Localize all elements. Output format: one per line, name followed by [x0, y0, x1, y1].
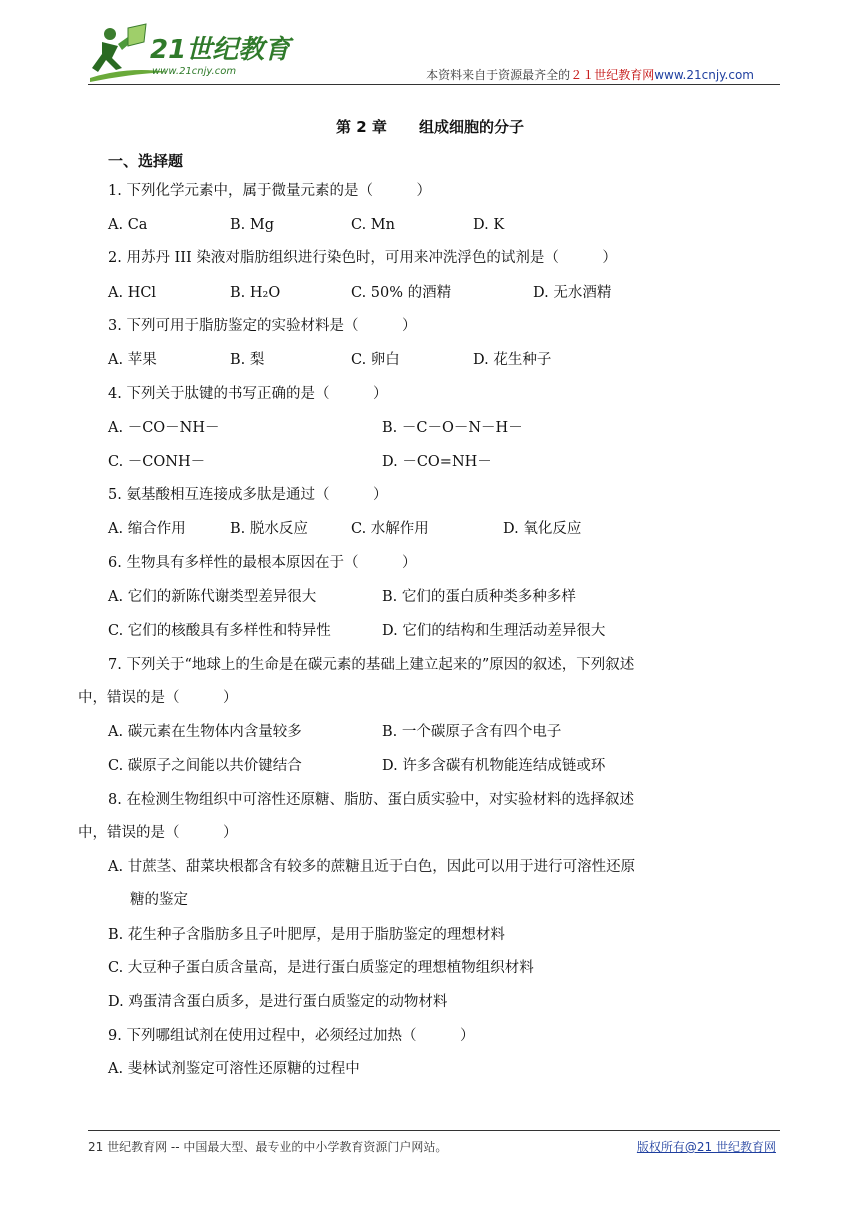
- question-9-stem: 9. 下列哪组试剂在使用过程中，必须经过加热（ ）: [108, 1028, 475, 1044]
- footer-copyright-link[interactable]: 版权所有@21 世纪教育网: [636, 1140, 776, 1154]
- question-1-option-c: C. Mn: [351, 217, 395, 233]
- logo-url: www.21cnjy.com: [152, 66, 237, 77]
- header-note-text: 本资料来自于资源最齐全的: [426, 68, 571, 82]
- question-8-stem: 8. 在检测生物组织中可溶性还原糖、脂肪、蛋白质实验中，对实验材料的选择叙述: [108, 792, 634, 808]
- question-4-stem: 4. 下列关于肽键的书写正确的是（ ）: [108, 386, 388, 402]
- question-3-stem: 3. 下列可用于脂肪鉴定的实验材料是（ ）: [108, 318, 417, 334]
- question-6-option-a: A. 它们的新陈代谢类型差异很大: [108, 589, 317, 605]
- question-3-option-b: B. 梨: [230, 352, 265, 368]
- site-logo: [88, 22, 298, 84]
- question-9-option-a: A. 斐林试剂鉴定可溶性还原糖的过程中: [108, 1061, 360, 1077]
- question-5-option-d: D. 氧化反应: [503, 521, 582, 537]
- footer-divider: [88, 1130, 780, 1131]
- question-5-option-a: A. 缩合作用: [108, 521, 186, 537]
- question-4-option-a: A. －CO－NH－: [108, 420, 220, 436]
- question-4-option-c: C. －CONH－: [108, 454, 206, 470]
- question-6-stem: 6. 生物具有多样性的最根本原因在于（ ）: [108, 555, 417, 571]
- question-3-option-c: C. 卵白: [351, 352, 400, 368]
- question-8-option-a: A. 甘蔗茎、甜菜块根都含有较多的蔗糖且近于白色，因此可以用于进行可溶性还原: [108, 859, 636, 875]
- question-6-option-c: C. 它们的核酸具有多样性和特异性: [108, 623, 331, 639]
- footer-site-description: 21 世纪教育网 -- 中国最大型、最专业的中小学教育资源门户网站。: [88, 1140, 448, 1154]
- question-8-option-b: B. 花生种子含脂肪多且子叶肥厚，是用于脂肪鉴定的理想材料: [108, 927, 505, 943]
- question-6-option-d: D. 它们的结构和生理活动差异很大: [382, 623, 606, 639]
- logo-wordmark: 21世纪教育: [150, 35, 291, 65]
- header-divider: [88, 84, 780, 85]
- chapter-number: 第 2 章: [336, 118, 387, 136]
- question-2-option-b: B. H₂O: [230, 285, 281, 301]
- question-7-option-a: A. 碳元素在生物体内含量较多: [108, 724, 302, 740]
- question-6-option-b: B. 它们的蛋白质种类多种多样: [382, 589, 576, 605]
- section-heading: 一、选择题: [108, 152, 184, 170]
- question-5-stem: 5. 氨基酸相互连接成多肽是通过（ ）: [108, 487, 388, 503]
- question-2-stem: 2. 用苏丹 III 染液对脂肪组织进行染色时，可用来冲洗浮色的试剂是（ ）: [108, 250, 617, 266]
- question-7-option-b: B. 一个碳原子含有四个电子: [382, 724, 562, 740]
- question-7-stem: 7. 下列关于“地球上的生命是在碳元素的基础上建立起来的”原因的叙述，下列叙述: [108, 657, 635, 673]
- question-7-option-c: C. 碳原子之间能以共价键结合: [108, 758, 302, 774]
- question-1-option-d: D. K: [473, 217, 505, 233]
- question-7-stem-continued: 中，错误的是（ ）: [78, 690, 238, 706]
- header-note-site: ２１世纪教育网: [570, 68, 655, 82]
- header-note-url[interactable]: www.21cnjy.com: [654, 68, 754, 82]
- question-3-option-d: D. 花生种子: [473, 352, 552, 368]
- question-8-stem-continued: 中，错误的是（ ）: [78, 825, 238, 841]
- question-2-option-a: A. HCl: [108, 285, 157, 301]
- question-1-stem: 1. 下列化学元素中，属于微量元素的是（ ）: [108, 183, 431, 199]
- question-1-option-b: B. Mg: [230, 217, 275, 233]
- question-8-option-d: D. 鸡蛋清含蛋白质多，是进行蛋白质鉴定的动物材料: [108, 994, 448, 1010]
- question-8-option-c: C. 大豆种子蛋白质含量高，是进行蛋白质鉴定的理想植物组织材料: [108, 960, 534, 976]
- question-8-option-a-continued: 糖的鉴定: [130, 892, 188, 908]
- question-5-option-c: C. 水解作用: [351, 521, 429, 537]
- question-4-option-d: D. －CO=NH－: [382, 454, 492, 470]
- question-2-option-d: D. 无水酒精: [533, 285, 612, 301]
- question-4-option-b: B. －C－O－N－H－: [382, 420, 523, 436]
- chapter-name: 组成细胞的分子: [418, 118, 524, 136]
- page-header: [0, 0, 860, 90]
- question-5-option-b: B. 脱水反应: [230, 521, 308, 537]
- question-7-option-d: D. 许多含碳有机物能连结成链或环: [382, 758, 606, 774]
- question-3-option-a: A. 苹果: [108, 352, 157, 368]
- header-source-note: [426, 66, 754, 83]
- question-2-option-c: C. 50% 的酒精: [351, 285, 452, 301]
- question-1-option-a: A. Ca: [108, 217, 148, 233]
- chapter-title: [0, 116, 860, 137]
